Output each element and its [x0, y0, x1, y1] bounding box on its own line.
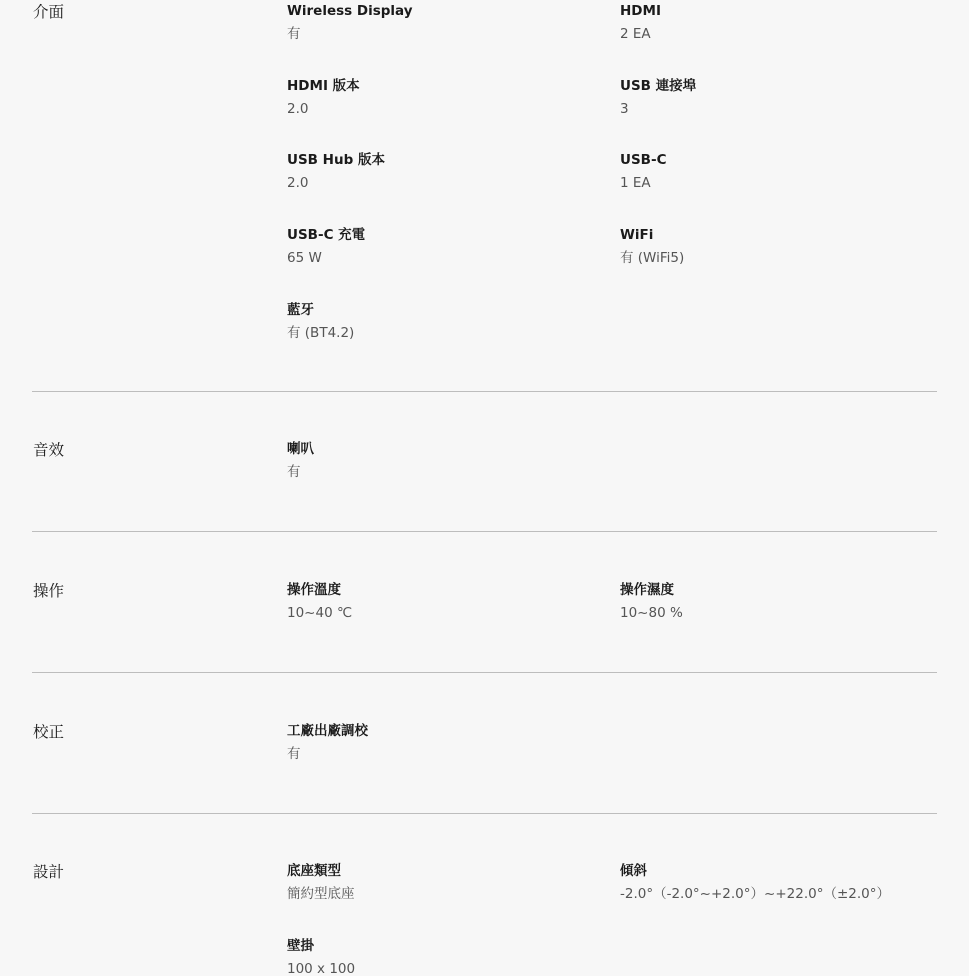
section-title: 設計 — [33, 863, 65, 881]
spec-value: 有 (WiFi5) — [620, 250, 685, 266]
spec-item-operating-temperature — [287, 581, 587, 622]
spec-value: 簡約型底座 — [287, 886, 355, 902]
spec-item-bluetooth — [287, 301, 587, 342]
spec-item-hdmi-version — [287, 77, 587, 118]
spec-value: 3 — [620, 101, 629, 117]
spec-label: 操作溫度 — [287, 582, 341, 598]
spec-value: 2.0 — [287, 101, 309, 117]
spec-label: USB-C 充電 — [287, 227, 366, 243]
spec-item-tilt — [620, 862, 920, 903]
spec-value: 2 EA — [620, 26, 651, 42]
spec-item-wall-mount — [287, 937, 587, 976]
section-divider — [32, 391, 937, 392]
spec-value: 2.0 — [287, 175, 309, 191]
spec-label: HDMI — [620, 3, 661, 19]
spec-value: 10~40 ℃ — [287, 605, 353, 621]
spec-label: Wireless Display — [287, 3, 413, 19]
spec-label: 工廠出廠調校 — [287, 723, 368, 739]
section-divider — [32, 672, 937, 673]
spec-label: 底座類型 — [287, 863, 341, 879]
spec-label: USB-C — [620, 152, 667, 168]
section-divider — [32, 531, 937, 532]
spec-value: -2.0°（-2.0°~+2.0°）~+22.0°（±2.0°） — [620, 886, 890, 902]
spec-item-usb-c — [620, 151, 920, 192]
spec-value: 10~80 % — [620, 605, 683, 621]
spec-value: 有 (BT4.2) — [287, 325, 355, 341]
section-title: 操作 — [33, 582, 65, 600]
spec-label: 傾斜 — [620, 863, 647, 879]
spec-item-speaker — [287, 440, 587, 481]
spec-value: 有 — [287, 746, 301, 762]
spec-value: 100 x 100 — [287, 961, 356, 976]
spec-label: USB Hub 版本 — [287, 152, 385, 168]
spec-item-factory-calibration — [287, 722, 587, 763]
spec-item-stand-type — [287, 862, 587, 903]
spec-label: HDMI 版本 — [287, 78, 360, 94]
spec-item-operating-humidity — [620, 581, 920, 622]
spec-label: 操作濕度 — [620, 582, 674, 598]
spec-value: 1 EA — [620, 175, 651, 191]
spec-label: 壁掛 — [287, 938, 314, 954]
spec-label: 喇叭 — [287, 441, 314, 457]
spec-item-wifi — [620, 226, 920, 267]
spec-item-wireless-display — [287, 2, 587, 43]
spec-label: USB 連接埠 — [620, 78, 697, 94]
section-title: 介面 — [33, 3, 65, 21]
spec-label: WiFi — [620, 227, 654, 243]
section-divider — [32, 813, 937, 814]
section-title: 音效 — [33, 441, 65, 459]
spec-item-usb-hub-version — [287, 151, 587, 192]
spec-value: 有 — [287, 464, 301, 480]
spec-value: 65 W — [287, 250, 322, 266]
spec-item-usb-c-charging — [287, 226, 587, 267]
spec-value: 有 — [287, 26, 301, 42]
spec-label: 藍牙 — [287, 302, 314, 318]
spec-item-hdmi — [620, 2, 920, 43]
spec-item-usb-ports — [620, 77, 920, 118]
section-title: 校正 — [33, 723, 65, 741]
